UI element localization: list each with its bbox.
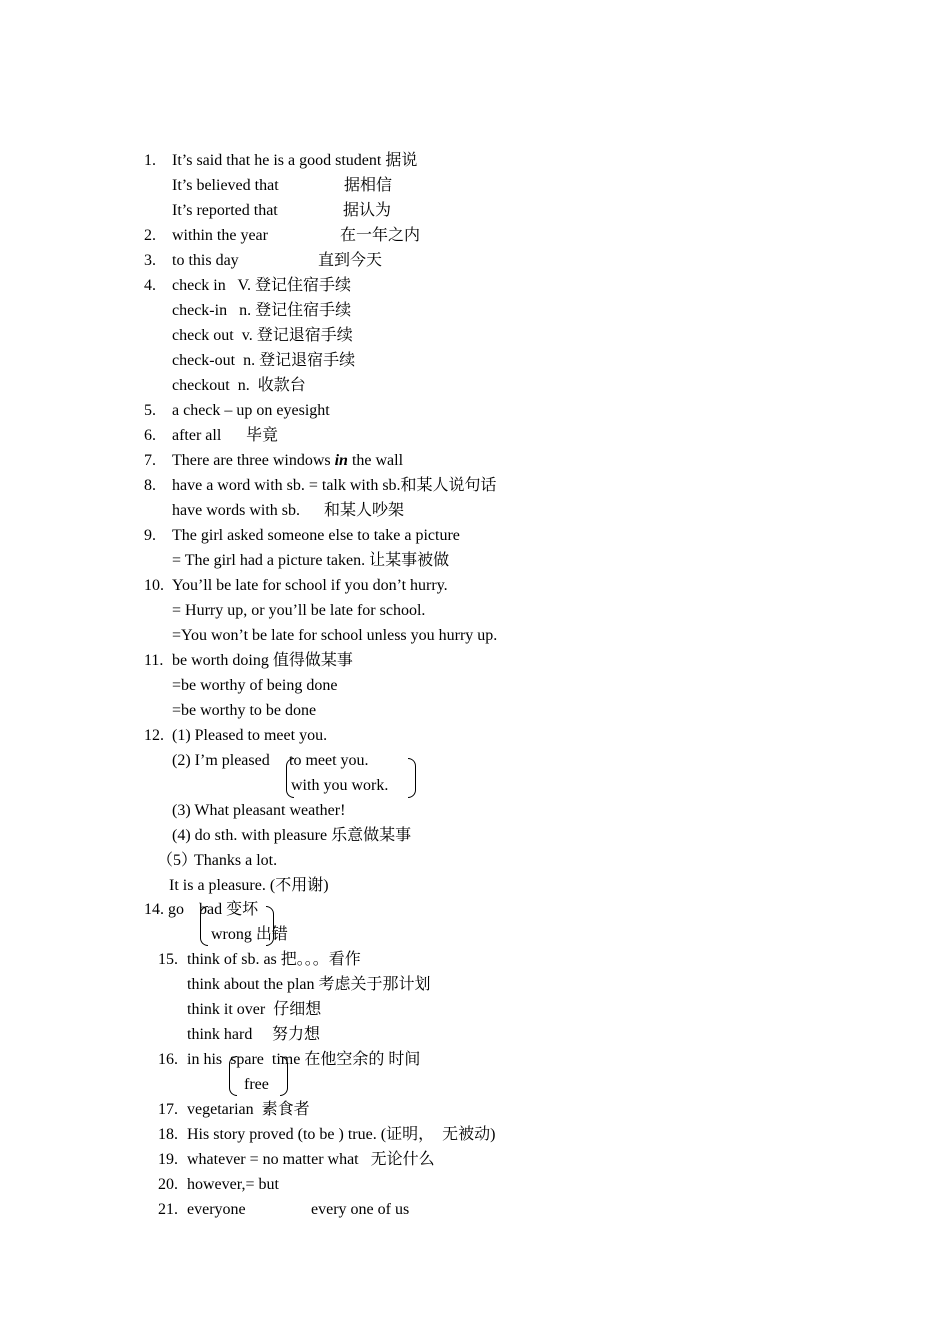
- text-line-cn: 在一年之内: [340, 227, 421, 244]
- text-line: It’s believed that: [172, 177, 279, 194]
- emphasis-word: in: [334, 452, 348, 469]
- text-line: =You won’t be late for school unless you hurry up.: [172, 627, 498, 644]
- text-line-cn: 据认为: [343, 202, 392, 219]
- text-line: check in V. 登记住宿手续: [172, 277, 351, 294]
- item-number: 15.: [158, 951, 178, 968]
- text-line: be worth doing 值得做某事: [172, 652, 353, 669]
- text-line: bad 变坏: [199, 901, 259, 918]
- text-line: It’s reported that: [172, 202, 278, 219]
- text-line: It’s said that he is a good student 据说: [172, 152, 418, 169]
- text-line: It is a pleasure. (不用谢): [169, 877, 329, 894]
- text-line: everyone: [187, 1201, 246, 1218]
- text-line: have words with sb.: [172, 502, 300, 519]
- item-number: 3.: [144, 252, 156, 269]
- right-bracket: [408, 758, 416, 798]
- text-line: His story proved (to be ) true. (证明， 无被动): [187, 1126, 496, 1143]
- text-line: =be worthy of being done: [172, 677, 338, 694]
- text-line: Thanks a lot.: [194, 852, 278, 869]
- text-line: wrong 出错: [211, 926, 288, 943]
- text-line: (4) do sth. with pleasure 乐意做某事: [172, 827, 412, 844]
- left-bracket: [229, 1056, 237, 1096]
- text-line: in his spare time 在他空余的 时间: [187, 1051, 421, 1068]
- text-line: to meet you.: [289, 752, 369, 769]
- text-line-cn: 努力想: [272, 1026, 321, 1043]
- text-line: There are three windows in the wall: [172, 452, 404, 469]
- left-bracket: [200, 906, 208, 946]
- item-number: 20.: [158, 1176, 178, 1193]
- text-line: think it over 仔细想: [187, 1001, 322, 1018]
- text-line: within the year: [172, 227, 268, 244]
- text-line-cn: 直到今天: [318, 252, 383, 269]
- text-line: think hard: [187, 1026, 253, 1043]
- text-line: check out v. 登记退宿手续: [172, 327, 353, 344]
- item-number: 21.: [158, 1201, 178, 1218]
- item-number: 16.: [158, 1051, 178, 1068]
- item-number: 4.: [144, 277, 156, 294]
- right-bracket: [266, 906, 274, 946]
- text-line: with you work.: [291, 777, 389, 794]
- item-number: 8.: [144, 477, 156, 494]
- text-line: The girl asked someone else to take a picture: [172, 527, 460, 544]
- item-number: 18.: [158, 1126, 178, 1143]
- item-number: 1.: [144, 152, 156, 169]
- text-line: think about the plan 考虑关于那计划: [187, 976, 431, 993]
- item-number: 7.: [144, 452, 156, 469]
- text-line: check-in n. 登记住宿手续: [172, 302, 352, 319]
- item-number: 5.: [144, 402, 156, 419]
- right-bracket: [280, 1056, 288, 1096]
- text-line: whatever = no matter what 无论什么: [187, 1151, 435, 1168]
- text-line-cn: 毕竟: [246, 427, 279, 444]
- item-number: 9.: [144, 527, 156, 544]
- text-line: check-out n. 登记退宿手续: [172, 352, 356, 369]
- text-line: free: [244, 1076, 269, 1093]
- item-number: 19.: [158, 1151, 178, 1168]
- text-line: = The girl had a picture taken. 让某事被做: [172, 552, 450, 569]
- text-line-cn: 和某人吵架: [324, 502, 405, 519]
- item-number: 2.: [144, 227, 156, 244]
- text-line: = Hurry up, or you’ll be late for school.: [172, 602, 426, 619]
- item-number: 11.: [144, 652, 164, 669]
- text-line: think of sb. as 把。。。看作: [187, 951, 361, 968]
- left-bracket: [286, 758, 294, 798]
- text-line: every one of us: [311, 1201, 410, 1218]
- item-number: （5）: [157, 852, 198, 869]
- text-line: vegetarian 素食者: [187, 1101, 310, 1118]
- text-line-cn: 据相信: [344, 177, 393, 194]
- text-line: however,= but: [187, 1176, 279, 1193]
- text-line: =be worthy to be done: [172, 702, 317, 719]
- item-number: 14. go: [144, 901, 184, 918]
- item-number: 6.: [144, 427, 156, 444]
- text-line: (2) I’m pleased: [172, 752, 270, 769]
- text-line: to this day: [172, 252, 239, 269]
- item-number: 12.: [144, 727, 164, 744]
- text-line: (1) Pleased to meet you.: [172, 727, 328, 744]
- text-line: have a word with sb. = talk with sb.和某人说句话: [172, 477, 497, 494]
- text-line: You’ll be late for school if you don’t hurry.: [172, 577, 448, 594]
- text-line: after all: [172, 427, 222, 444]
- item-number: 17.: [158, 1101, 178, 1118]
- text-line: checkout n. 收款台: [172, 377, 306, 394]
- text-line: a check – up on eyesight: [172, 402, 330, 419]
- item-number: 10.: [144, 577, 164, 594]
- text-line: (3) What pleasant weather!: [172, 802, 346, 819]
